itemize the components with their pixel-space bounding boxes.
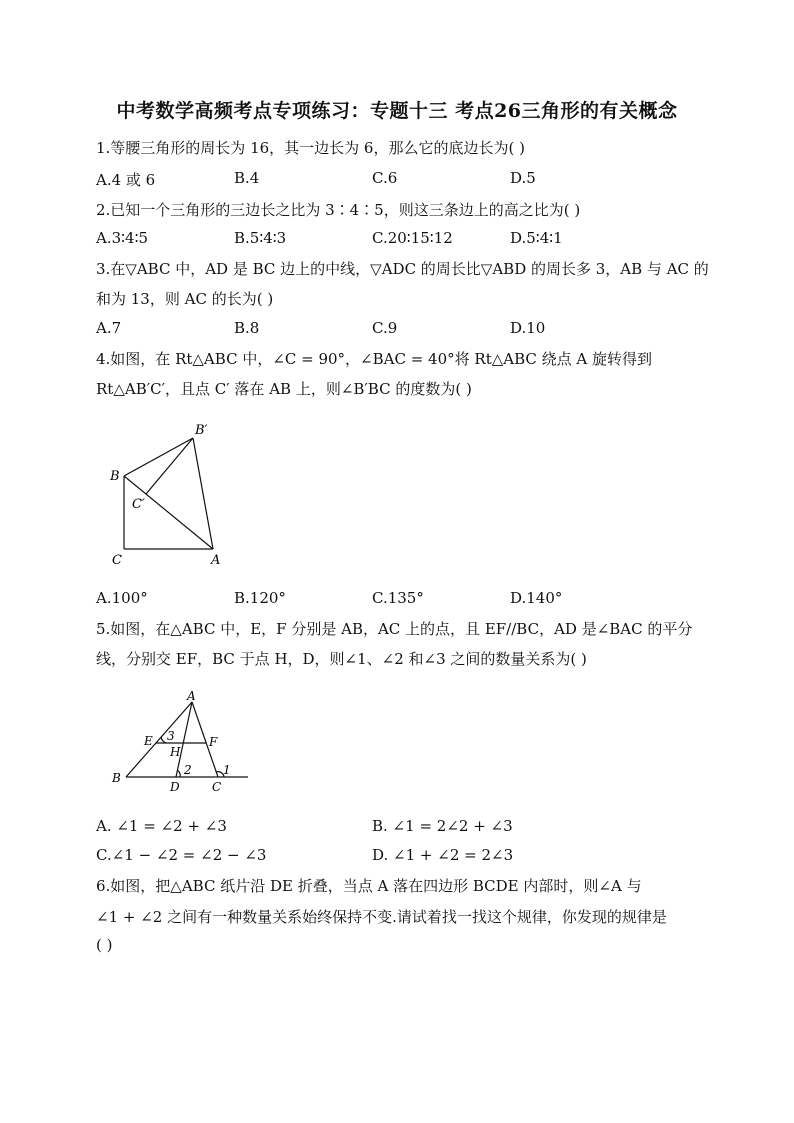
figure-q4-rotated-triangle [100, 418, 240, 573]
q5-option-c: C.∠1 − ∠2 = ∠2 − ∠3 [96, 846, 267, 864]
label-a: A [211, 553, 221, 568]
edge-ab [126, 702, 192, 777]
label-c: C [112, 553, 122, 568]
q1-option-c: C.6 [372, 169, 398, 187]
question-5-line-2: 线，分别交 EF，BC 于点 H，D，则∠1、∠2 和∠3 之间的数量关系为( ) [96, 650, 587, 668]
angle-3-arc [161, 737, 166, 743]
label-b: B [110, 469, 120, 484]
q2-option-d: D.5∶4∶1 [510, 229, 563, 247]
question-4-line-1: 4.如图，在 Rt△ABC 中，∠C = 90°，∠BAC = 40°将 Rt△ABC 绕点 A 旋转得到 [96, 350, 653, 368]
label-e: E [144, 734, 153, 748]
edge-b-prime-c-prime [146, 438, 193, 494]
question-3-line-2: 和为 13，则 AC 的长为( ) [96, 290, 274, 308]
label-c: C [212, 780, 222, 794]
question-6-line-3: ( ) [96, 936, 113, 954]
label-c-prime: C′ [132, 497, 145, 512]
label-f: F [209, 735, 218, 749]
label-angle-3: 3 [167, 729, 175, 743]
page-title: 中考数学高频考点专项练习：专题十三 考点26三角形的有关概念 [116, 100, 678, 122]
question-5-line-1: 5.如图，在△ABC 中，E，F 分别是 AB，AC 上的点，且 EF//BC，AD 是∠BAC 的平分 [96, 620, 693, 638]
edge-bb-prime [124, 438, 193, 476]
q5-option-a: A. ∠1 = ∠2 + ∠3 [96, 817, 227, 835]
question-6-line-2: ∠1 + ∠2 之间有一种数量关系始终保持不变.请试着找一找这个规律，你发现的规律是 [96, 908, 667, 926]
q4-option-a: A.100° [96, 589, 148, 607]
q4-option-c: C.135° [372, 589, 424, 607]
q3-option-b: B.8 [234, 319, 260, 337]
q2-option-b: B.5∶4∶3 [234, 229, 287, 247]
q3-option-c: C.9 [372, 319, 398, 337]
question-1-line-1: 1.等腰三角形的周长为 16，其一边长为 6，那么它的底边长为( ) [96, 139, 525, 157]
label-a: A [187, 689, 196, 703]
label-b: B [112, 771, 121, 785]
q3-option-d: D.10 [510, 319, 546, 337]
q4-option-d: D.140° [510, 589, 563, 607]
label-angle-1: 1 [223, 763, 231, 777]
label-angle-2: 2 [184, 763, 192, 777]
question-6-line-1: 6.如图，把△ABC 纸片沿 DE 折叠，当点 A 落在四边形 BCDE 内部时，则∠A 与 [96, 877, 642, 895]
label-d: D [170, 780, 180, 794]
q4-option-b: B.120° [234, 589, 286, 607]
edge-b-prime-a [193, 438, 213, 549]
q3-option-a: A.7 [96, 319, 122, 337]
question-4-line-2: Rt△AB′C′，且点 C′ 落在 AB 上，则∠B′BC 的度数为( ) [96, 380, 472, 398]
question-2-line-1: 2.已知一个三角形的三边长之比为 3∶4∶5，则这三条边上的高之比为( ) [96, 201, 581, 219]
q1-option-a: A.4 或 6 [96, 171, 156, 189]
question-3-line-1: 3.在▽ABC 中，AD 是 BC 边上的中线，▽ADC 的周长比▽ABD 的周长多 3，AB 与 AC 的 [96, 260, 709, 278]
q5-option-b: B. ∠1 = 2∠2 + ∠3 [372, 817, 513, 835]
q1-option-b: B.4 [234, 169, 260, 187]
label-b-prime: B′ [195, 423, 208, 438]
q5-option-d: D. ∠1 + ∠2 = 2∠3 [372, 846, 514, 864]
q2-option-a: A.3∶4∶5 [96, 229, 149, 247]
label-h: H [170, 745, 181, 759]
q2-option-c: C.20∶15∶12 [372, 229, 453, 247]
figure-q5-triangle-bisector [106, 686, 256, 796]
q1-option-d: D.5 [510, 169, 536, 187]
edge-ab [124, 476, 213, 549]
